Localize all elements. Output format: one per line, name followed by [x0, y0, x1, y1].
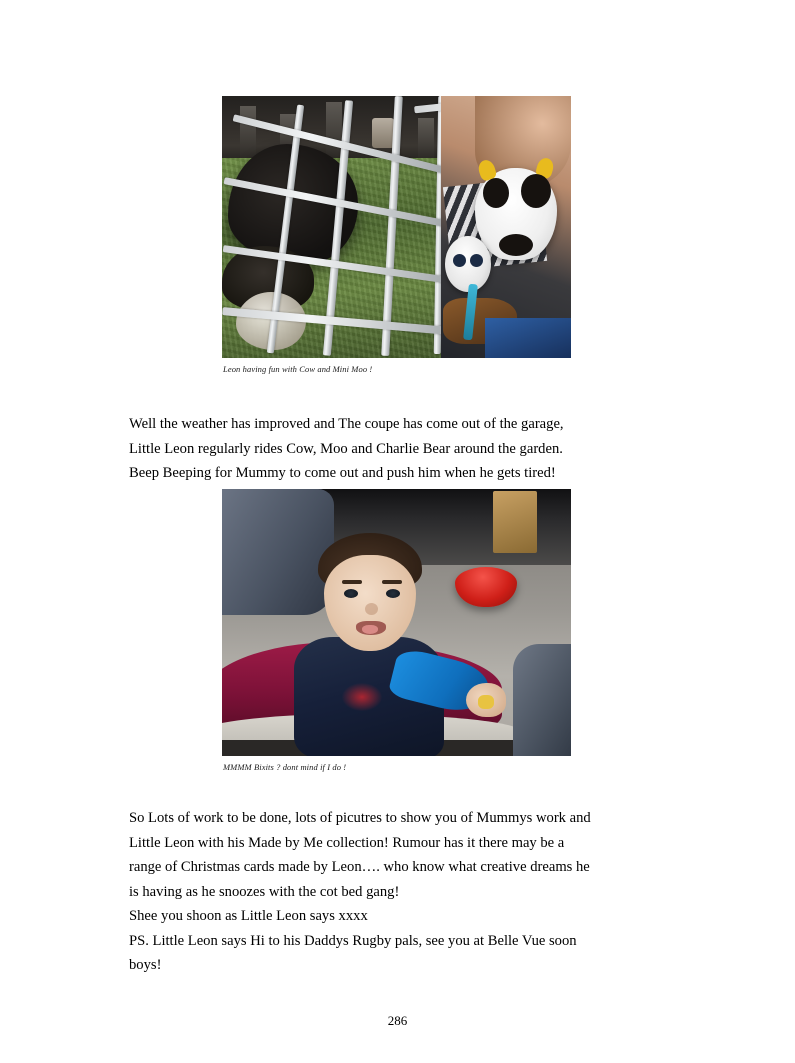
paragraph-line: Little Leon regularly rides Cow, Moo and Charlie Bear around the garden. — [129, 440, 563, 457]
plush-cow-toy — [475, 168, 557, 260]
paragraph-line: PS. Little Leon says Hi to his Daddys Rugby pals, see you at Belle Vue soon — [129, 932, 577, 949]
paragraph-line: Little Leon with his Made by Me collection! Rumour has it there may be a — [129, 834, 565, 851]
paragraph-weather-improved — [129, 412, 666, 486]
leon-biscuit-photo — [222, 489, 571, 756]
blue-fabric — [485, 318, 571, 358]
paragraph-line: So Lots of work to be done, lots of picutres to show you of Mummys work and — [129, 810, 591, 826]
figure-leon-cow-minimoo — [222, 96, 571, 374]
paragraph-line: range of Christmas cards made by Leon…. who know what creative dreams he — [129, 859, 590, 875]
wooden-furniture — [493, 491, 537, 553]
figure-caption: Leon having fun with Cow and Mini Moo ! — [223, 364, 373, 374]
figure-leon-biscuit — [222, 489, 571, 772]
leon-cow-minimoo-photo — [222, 96, 571, 358]
paragraph-line: Well the weather has improved and The coupe has come out of the garage, — [129, 416, 564, 432]
paragraph-lots-of-work — [129, 806, 666, 978]
paragraph-line: Shee you shoon as Little Leon says xxxx — [129, 908, 368, 924]
paragraph-line: boys! — [129, 957, 162, 973]
figure-caption: MMMM Bixits ? dont mind if I do ! — [223, 762, 347, 772]
biscuit — [478, 695, 494, 709]
adult-leg-right — [513, 644, 571, 756]
child-figure — [290, 533, 480, 756]
paragraph-line: is having as he snoozes with the cot bed gang! — [129, 883, 400, 900]
page-number: 286 — [387, 1013, 408, 1028]
plush-mini-moo-toy — [445, 236, 491, 292]
paragraph-line: Beep Beeping for Mummy to come out and push him when he gets tired! — [129, 465, 556, 481]
shirt-logo — [342, 683, 382, 711]
